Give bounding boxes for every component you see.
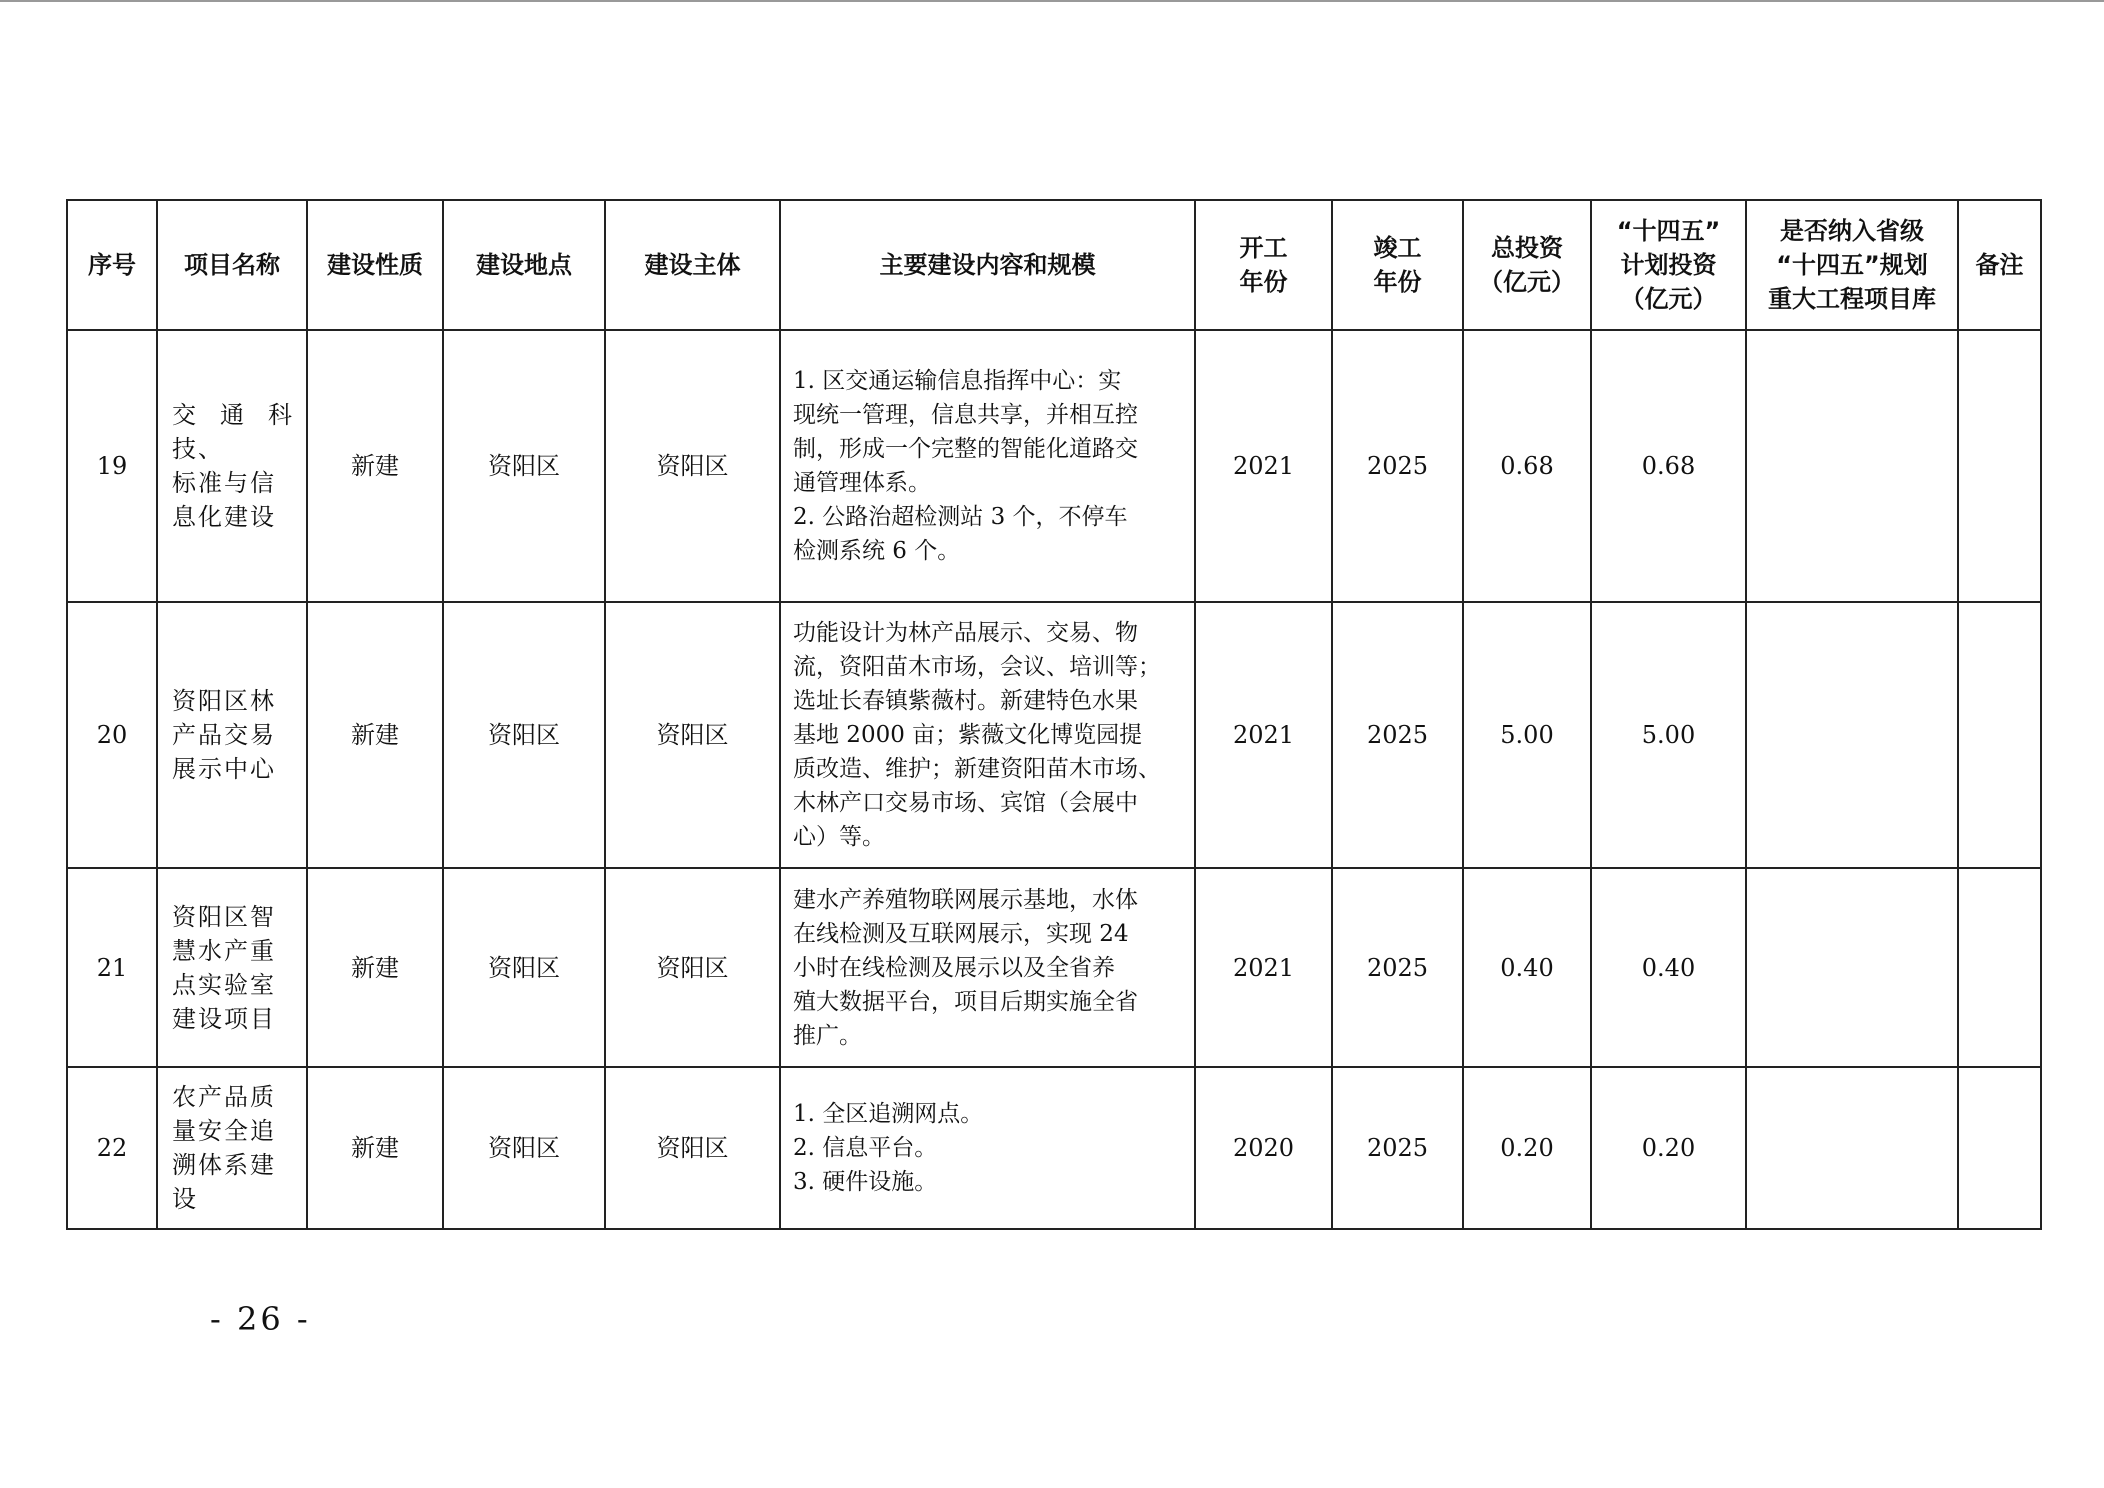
header-remarks: 备注: [1958, 200, 2041, 330]
header-nature: 建设性质: [307, 200, 443, 330]
cell-owner: 资阳区: [605, 1067, 780, 1229]
cell-seq: 20: [67, 602, 157, 868]
cell-owner: 资阳区: [605, 868, 780, 1067]
cell-remarks: [1958, 330, 2041, 602]
header-total-investment: 总投资 （亿元）: [1463, 200, 1591, 330]
cell-seq: 19: [67, 330, 157, 602]
cell-provincial-library: [1746, 1067, 1958, 1229]
cell-total-investment: 0.68: [1463, 330, 1591, 602]
page-number: - 26 -: [210, 1300, 311, 1338]
cell-provincial-library: [1746, 330, 1958, 602]
cell-plan-investment: 0.20: [1591, 1067, 1746, 1229]
cell-seq: 21: [67, 868, 157, 1067]
cell-end-year: 2025: [1332, 1067, 1463, 1229]
table-row: [67, 868, 2041, 1067]
cell-end-year: 2025: [1332, 868, 1463, 1067]
cell-nature: 新建: [307, 602, 443, 868]
cell-owner: 资阳区: [605, 602, 780, 868]
table-row: [67, 602, 2041, 868]
cell-start-year: 2021: [1195, 330, 1332, 602]
cell-total-investment: 0.40: [1463, 868, 1591, 1067]
cell-remarks: [1958, 1067, 2041, 1229]
header-end-year: 竣工 年份: [1332, 200, 1463, 330]
cell-nature: 新建: [307, 330, 443, 602]
project-table: [66, 199, 2042, 1230]
cell-content: 1. 区交通运输信息指挥中心：实 现统一管理，信息共享，并相互控 制，形成一个完整的智能化道路交 通管理体系。 2. 公路治超检测站 3 个，不停车 检测系统 6 个。: [780, 330, 1195, 602]
header-provincial-library: 是否纳入省级 “十四五”规划 重大工程项目库: [1746, 200, 1958, 330]
cell-plan-investment: 5.00: [1591, 602, 1746, 868]
cell-total-investment: 5.00: [1463, 602, 1591, 868]
header-owner: 建设主体: [605, 200, 780, 330]
cell-project-name: 农产品质 量安全追 溯体系建 设: [157, 1067, 307, 1229]
top-border-line: [0, 0, 2104, 2]
cell-location: 资阳区: [443, 602, 605, 868]
cell-nature: 新建: [307, 868, 443, 1067]
cell-location: 资阳区: [443, 330, 605, 602]
table-row: [67, 1067, 2041, 1229]
cell-start-year: 2020: [1195, 1067, 1332, 1229]
header-project-name: 项目名称: [157, 200, 307, 330]
header-seq: 序号: [67, 200, 157, 330]
cell-provincial-library: [1746, 602, 1958, 868]
table-row: [67, 330, 2041, 602]
cell-plan-investment: 0.68: [1591, 330, 1746, 602]
cell-provincial-library: [1746, 868, 1958, 1067]
header-plan-investment: “十四五” 计划投资 （亿元）: [1591, 200, 1746, 330]
cell-start-year: 2021: [1195, 602, 1332, 868]
cell-project-name: 资阳区林 产品交易 展示中心: [157, 602, 307, 868]
cell-project-name: 交通科技、 标准与信 息化建设: [157, 330, 307, 602]
table-header-row: [67, 200, 2041, 330]
cell-total-investment: 0.20: [1463, 1067, 1591, 1229]
cell-location: 资阳区: [443, 1067, 605, 1229]
cell-end-year: 2025: [1332, 330, 1463, 602]
cell-remarks: [1958, 602, 2041, 868]
cell-nature: 新建: [307, 1067, 443, 1229]
cell-location: 资阳区: [443, 868, 605, 1067]
cell-start-year: 2021: [1195, 868, 1332, 1067]
cell-project-name: 资阳区智 慧水产重 点实验室 建设项目: [157, 868, 307, 1067]
cell-owner: 资阳区: [605, 330, 780, 602]
cell-plan-investment: 0.40: [1591, 868, 1746, 1067]
cell-content: 功能设计为林产品展示、交易、物 流，资阳苗木市场，会议、培训等； 选址长春镇紫薇村。新建特色水果 基地 2000 亩；紫薇文化博览园提 质改造、维护；新建资阳苗木市场、 木林产口交易市场、宾馆（会展中 心）等。: [780, 602, 1195, 868]
cell-end-year: 2025: [1332, 602, 1463, 868]
cell-content: 建水产养殖物联网展示基地，水体 在线检测及互联网展示，实现 24 小时在线检测及展示以及全省养 殖大数据平台，项目后期实施全省 推广。: [780, 868, 1195, 1067]
cell-content: 1. 全区追溯网点。 2. 信息平台。 3. 硬件设施。: [780, 1067, 1195, 1229]
header-start-year: 开工 年份: [1195, 200, 1332, 330]
cell-remarks: [1958, 868, 2041, 1067]
header-location: 建设地点: [443, 200, 605, 330]
header-content: 主要建设内容和规模: [780, 200, 1195, 330]
cell-seq: 22: [67, 1067, 157, 1229]
